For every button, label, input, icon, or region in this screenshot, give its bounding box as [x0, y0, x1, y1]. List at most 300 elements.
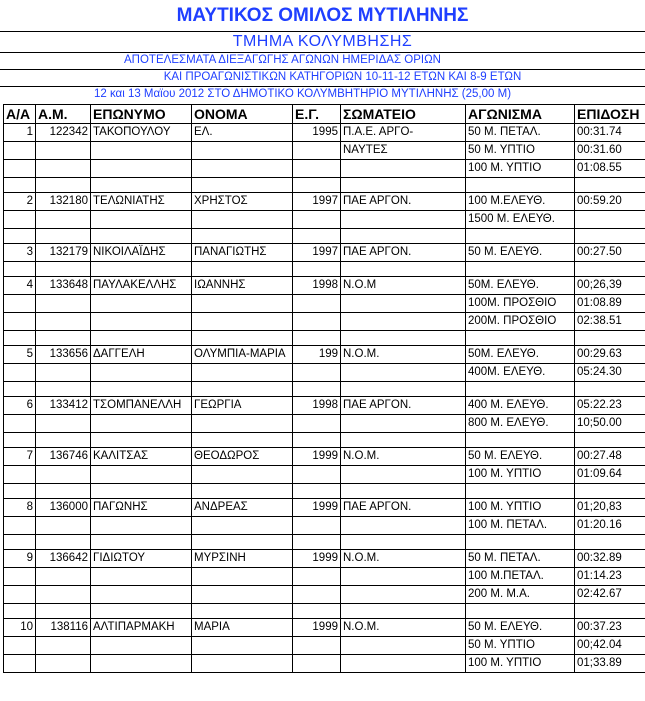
spacer-cell	[192, 262, 293, 277]
spacer-cell	[293, 331, 341, 346]
spacer-cell	[293, 433, 341, 448]
cell-time: 01:09.64	[575, 466, 645, 484]
cell-event: 50 Μ. ΕΛΕΥΘ.	[466, 448, 575, 466]
table-row	[4, 211, 645, 229]
cell-am: 133412	[36, 397, 91, 415]
cell-aa: 5	[4, 346, 36, 364]
cell-year	[293, 313, 341, 331]
cell-year: 1998	[293, 397, 341, 415]
spacer-cell	[91, 604, 192, 619]
cell-event: 50 Μ. ΠΕΤΑΛ.	[466, 550, 575, 568]
spacer-cell	[341, 433, 466, 448]
cell-am: 132180	[36, 193, 91, 211]
cell-event: 50 Μ. ΕΛΕΥΘ.	[466, 244, 575, 262]
cell-year	[293, 211, 341, 229]
spacer-cell	[192, 382, 293, 397]
col-header-time: ΕΠΙΔΟΣΗ	[575, 105, 645, 124]
col-header-aa: Α/Α	[4, 105, 36, 124]
spacer-cell	[36, 604, 91, 619]
spacer-cell	[293, 229, 341, 244]
cell-year: 199	[293, 346, 341, 364]
spacer-cell	[4, 433, 36, 448]
spacer-cell	[575, 229, 645, 244]
cell-year	[293, 568, 341, 586]
spacer-cell	[293, 262, 341, 277]
cell-name: ΓΕΩΡΓΙΑ	[192, 397, 293, 415]
cell-aa	[4, 313, 36, 331]
spacer-row	[4, 331, 645, 346]
cell-am	[36, 655, 91, 673]
cell-am	[36, 637, 91, 655]
cell-year	[293, 586, 341, 604]
spacer-cell	[4, 604, 36, 619]
cell-year	[293, 295, 341, 313]
cell-year	[293, 637, 341, 655]
spacer-cell	[341, 262, 466, 277]
cell-aa	[4, 568, 36, 586]
cell-name: ΜΑΡΙΑ	[192, 619, 293, 637]
cell-name: ΙΩΑΝΝΗΣ	[192, 277, 293, 295]
cell-year	[293, 655, 341, 673]
spacer-cell	[293, 535, 341, 550]
spacer-row	[4, 229, 645, 244]
cell-time: 00:59.20	[575, 193, 645, 211]
cell-club	[341, 655, 466, 673]
cell-time: 00:27.48	[575, 448, 645, 466]
cell-event: 800 Μ. ΕΛΕΥΘ.	[466, 415, 575, 433]
spacer-cell	[91, 433, 192, 448]
cell-surname	[91, 466, 192, 484]
spacer-cell	[36, 262, 91, 277]
cell-name: ΟΛΥΜΠΙΑ-ΜΑΡΙΑ	[192, 346, 293, 364]
table-row	[4, 193, 645, 211]
cell-am: 136746	[36, 448, 91, 466]
table-row	[4, 415, 645, 433]
table-row	[4, 637, 645, 655]
cell-club: Π.Α.Ε. ΑΡΓΟ-	[341, 124, 466, 142]
cell-am	[36, 415, 91, 433]
cell-time: 10;50.00	[575, 415, 645, 433]
table-row	[4, 550, 645, 568]
spacer-cell	[36, 382, 91, 397]
spacer-row	[4, 433, 645, 448]
spacer-cell	[4, 331, 36, 346]
cell-event: 400Μ. ΕΛΕΥΘ.	[466, 364, 575, 382]
cell-aa	[4, 364, 36, 382]
cell-am	[36, 160, 91, 178]
cell-event: 50Μ. ΕΛΕΥΘ.	[466, 346, 575, 364]
spacer-cell	[4, 229, 36, 244]
spacer-cell	[4, 484, 36, 499]
table-row	[4, 655, 645, 673]
table-row	[4, 586, 645, 604]
cell-am: 133656	[36, 346, 91, 364]
spacer-row	[4, 604, 645, 619]
cell-club	[341, 517, 466, 535]
table-row	[4, 397, 645, 415]
cell-aa: 4	[4, 277, 36, 295]
cell-surname	[91, 142, 192, 160]
spacer-row	[4, 262, 645, 277]
cell-club	[341, 568, 466, 586]
spacer-cell	[341, 382, 466, 397]
table-row	[4, 277, 645, 295]
club-title: ΜΑΥΤΙΚΟΣ ΟΜΙΛΟΣ ΜΥΤΙΛΗΝΗΣ	[176, 5, 469, 26]
spacer-row	[4, 178, 645, 193]
cell-aa: 7	[4, 448, 36, 466]
cell-club: Ν.Ο.Μ.	[341, 619, 466, 637]
cell-am	[36, 517, 91, 535]
cell-club: ΝΑΥΤΕΣ	[341, 142, 466, 160]
cell-surname	[91, 295, 192, 313]
cell-aa: 1	[4, 124, 36, 142]
cell-time: 02:38.51	[575, 313, 645, 331]
spacer-cell	[192, 484, 293, 499]
spacer-cell	[341, 331, 466, 346]
cell-am	[36, 586, 91, 604]
cell-surname	[91, 211, 192, 229]
spacer-cell	[466, 229, 575, 244]
cell-club	[341, 415, 466, 433]
cell-club	[341, 637, 466, 655]
cell-surname	[91, 313, 192, 331]
cell-surname	[91, 160, 192, 178]
cell-surname: ΤΑΚΟΠΟΥΛΟΥ	[91, 124, 192, 142]
cell-year: 1997	[293, 244, 341, 262]
cell-name: ΘΕΟΔΩΡΟΣ	[192, 448, 293, 466]
table-row	[4, 568, 645, 586]
table-row	[4, 313, 645, 331]
cell-aa: 2	[4, 193, 36, 211]
spacer-cell	[575, 433, 645, 448]
cell-aa	[4, 466, 36, 484]
cell-name	[192, 655, 293, 673]
spacer-cell	[466, 262, 575, 277]
spacer-cell	[293, 178, 341, 193]
cell-event: 100 Μ.ΠΕΤΑΛ.	[466, 568, 575, 586]
cell-am	[36, 568, 91, 586]
spacer-cell	[341, 178, 466, 193]
cell-name	[192, 211, 293, 229]
cell-year: 1998	[293, 277, 341, 295]
spacer-row	[4, 382, 645, 397]
spacer-cell	[341, 604, 466, 619]
results-heading-line-3: 12 και 13 Μαϊου 2012 ΣΤΟ ΔΗΜΟΤΙΚΟ ΚΟΛΥΜΒΗΤΗΡΙΟ ΜΥΤΙΛΗΝΗΣ (25,00 Μ)	[93, 88, 512, 100]
results-body	[4, 124, 645, 673]
cell-time: 01:08.89	[575, 295, 645, 313]
cell-name	[192, 637, 293, 655]
table-header-row	[4, 105, 645, 124]
cell-name	[192, 517, 293, 535]
table-row	[4, 142, 645, 160]
spacer-cell	[91, 484, 192, 499]
cell-am: 138116	[36, 619, 91, 637]
spacer-cell	[293, 604, 341, 619]
cell-surname	[91, 655, 192, 673]
cell-year: 1999	[293, 499, 341, 517]
cell-time	[575, 211, 645, 229]
spacer-cell	[4, 382, 36, 397]
cell-aa	[4, 211, 36, 229]
cell-event: 100 Μ. ΥΠΤΙΟ	[466, 160, 575, 178]
cell-time: 00:31.74	[575, 124, 645, 142]
cell-surname: ΠΑΓΩΝΗΣ	[91, 499, 192, 517]
spacer-cell	[466, 433, 575, 448]
table-row	[4, 466, 645, 484]
spacer-cell	[192, 604, 293, 619]
cell-club: ΠΑΕ ΑΡΓΟΝ.	[341, 397, 466, 415]
cell-year: 1999	[293, 448, 341, 466]
col-header-event: ΑΓΩΝΙΣΜΑ	[466, 105, 575, 124]
cell-time: 00:27.50	[575, 244, 645, 262]
spacer-cell	[36, 178, 91, 193]
table-row	[4, 517, 645, 535]
cell-year: 1999	[293, 619, 341, 637]
cell-name: ΠΑΝΑΓΙΩΤΗΣ	[192, 244, 293, 262]
table-row	[4, 499, 645, 517]
spacer-cell	[575, 484, 645, 499]
table-row	[4, 244, 645, 262]
cell-time: 01:08.55	[575, 160, 645, 178]
cell-surname	[91, 364, 192, 382]
col-header-am: Α.Μ.	[36, 105, 91, 124]
spacer-cell	[91, 262, 192, 277]
cell-name: ΕΛ.	[192, 124, 293, 142]
cell-name	[192, 466, 293, 484]
cell-am: 122342	[36, 124, 91, 142]
table-row	[4, 124, 645, 142]
cell-name: ΧΡΗΣΤΟΣ	[192, 193, 293, 211]
cell-club	[341, 586, 466, 604]
cell-aa	[4, 655, 36, 673]
cell-club	[341, 160, 466, 178]
spacer-row	[4, 484, 645, 499]
spacer-cell	[293, 382, 341, 397]
cell-event: 50Μ. ΕΛΕΥΘ.	[466, 277, 575, 295]
spacer-cell	[575, 382, 645, 397]
spacer-cell	[575, 262, 645, 277]
cell-event: 1500 Μ. ΕΛΕΥΘ.	[466, 211, 575, 229]
cell-aa: 9	[4, 550, 36, 568]
table-row	[4, 295, 645, 313]
cell-am: 136642	[36, 550, 91, 568]
spacer-cell	[91, 382, 192, 397]
spacer-cell	[91, 535, 192, 550]
cell-time: 00:32.89	[575, 550, 645, 568]
spacer-cell	[192, 433, 293, 448]
cell-year	[293, 364, 341, 382]
cell-year	[293, 160, 341, 178]
cell-time: 02:42.67	[575, 586, 645, 604]
cell-club	[341, 466, 466, 484]
cell-aa: 8	[4, 499, 36, 517]
cell-time: 00:29.63	[575, 346, 645, 364]
department-title: ΤΜΗΜΑ ΚΟΛΥΜΒΗΣΗΣ	[232, 33, 413, 50]
cell-name: ΑΝΔΡΕΑΣ	[192, 499, 293, 517]
cell-aa: 6	[4, 397, 36, 415]
cell-club	[341, 313, 466, 331]
cell-am: 132179	[36, 244, 91, 262]
spacer-cell	[192, 535, 293, 550]
cell-aa	[4, 160, 36, 178]
cell-am	[36, 295, 91, 313]
spacer-cell	[36, 535, 91, 550]
cell-surname: ΓΙΔΙΩΤΟΥ	[91, 550, 192, 568]
results-heading-line-2: ΚΑΙ ΠΡΟΑΓΩΝΙΣΤΙΚΩΝ ΚΑΤΗΓΟΡΙΩΝ 10-11-12 ΕΤΩΝ ΚΑΙ 8-9 ΕΤΩΝ	[163, 71, 522, 83]
cell-name	[192, 568, 293, 586]
spacer-cell	[575, 331, 645, 346]
cell-event: 50 Μ. ΕΛΕΥΘ.	[466, 619, 575, 637]
cell-club: ΠΑΕ ΑΡΓΟΝ.	[341, 499, 466, 517]
cell-am: 136000	[36, 499, 91, 517]
spacer-cell	[341, 229, 466, 244]
cell-surname	[91, 517, 192, 535]
table-row	[4, 160, 645, 178]
col-header-year: Ε.Γ.	[293, 105, 341, 124]
cell-event: 200 Μ. Μ.Α.	[466, 586, 575, 604]
spacer-cell	[466, 535, 575, 550]
results-heading-line-1: ΑΠΟΤΕΛΕΣΜΑΤΑ ΔΙΕΞΑΓΩΓΗΣ ΑΓΩΝΩΝ ΗΜΕΡΙΔΑΣ ΟΡΙΩΝ	[124, 54, 441, 66]
cell-aa	[4, 586, 36, 604]
cell-club	[341, 364, 466, 382]
cell-time: 00:37.23	[575, 619, 645, 637]
cell-time: 00:31.60	[575, 142, 645, 160]
cell-am	[36, 364, 91, 382]
cell-year: 1995	[293, 124, 341, 142]
spacer-cell	[4, 262, 36, 277]
spacer-cell	[91, 178, 192, 193]
cell-year	[293, 142, 341, 160]
cell-surname: ΑΛΤΙΠΑΡΜΑΚΗ	[91, 619, 192, 637]
spacer-cell	[192, 229, 293, 244]
spacer-cell	[575, 535, 645, 550]
cell-club	[341, 211, 466, 229]
cell-name	[192, 295, 293, 313]
results-table	[3, 104, 645, 673]
cell-event: 100 Μ. ΥΠΤΙΟ	[466, 499, 575, 517]
cell-surname: ΔΑΓΓΕΛΗ	[91, 346, 192, 364]
spacer-cell	[466, 604, 575, 619]
spacer-cell	[341, 484, 466, 499]
cell-aa: 10	[4, 619, 36, 637]
cell-surname: ΤΣΟΜΠΑΝΕΛΛΗ	[91, 397, 192, 415]
cell-club: ΠΑΕ ΑΡΓΟΝ.	[341, 244, 466, 262]
cell-surname: ΤΕΛΩΝΙΑΤΗΣ	[91, 193, 192, 211]
table-row	[4, 364, 645, 382]
cell-event: 100 Μ. ΥΠΤΙΟ	[466, 466, 575, 484]
cell-surname	[91, 415, 192, 433]
col-header-surname: ΕΠΩΝΥΜΟ	[91, 105, 192, 124]
cell-time: 01:14.23	[575, 568, 645, 586]
cell-aa	[4, 295, 36, 313]
spacer-cell	[293, 484, 341, 499]
spacer-cell	[4, 535, 36, 550]
cell-aa: 3	[4, 244, 36, 262]
cell-am	[36, 313, 91, 331]
cell-name: ΜΥΡΣΙΝΗ	[192, 550, 293, 568]
cell-event: 100 Μ. ΥΠΤΙΟ	[466, 655, 575, 673]
cell-event: 100 Μ.ΕΛΕΥΘ.	[466, 193, 575, 211]
col-header-name: ΟΝΟΜΑ	[192, 105, 293, 124]
cell-name	[192, 160, 293, 178]
cell-time: 00;42.04	[575, 637, 645, 655]
cell-club: Ν.Ο.Μ	[341, 277, 466, 295]
cell-year	[293, 517, 341, 535]
cell-surname: ΠΑΥΛΑΚΕΛΛΗΣ	[91, 277, 192, 295]
cell-time: 05:24.30	[575, 364, 645, 382]
table-row	[4, 346, 645, 364]
cell-year: 1999	[293, 550, 341, 568]
cell-name	[192, 586, 293, 604]
spacer-row	[4, 535, 645, 550]
cell-event: 50 Μ. ΥΠΤΙΟ	[466, 142, 575, 160]
spacer-cell	[192, 331, 293, 346]
cell-surname	[91, 586, 192, 604]
cell-aa	[4, 637, 36, 655]
cell-am: 133648	[36, 277, 91, 295]
cell-am	[36, 142, 91, 160]
spacer-cell	[36, 484, 91, 499]
cell-aa	[4, 415, 36, 433]
cell-am	[36, 466, 91, 484]
cell-time: 05:22.23	[575, 397, 645, 415]
cell-event: 50 Μ. ΠΕΤΑΛ.	[466, 124, 575, 142]
spacer-cell	[91, 229, 192, 244]
cell-aa	[4, 142, 36, 160]
cell-name	[192, 142, 293, 160]
cell-surname: ΝΙΚΟΙΛΑΪΔΗΣ	[91, 244, 192, 262]
cell-club: Ν.Ο.Μ.	[341, 448, 466, 466]
cell-year	[293, 415, 341, 433]
cell-event: 200Μ. ΠΡΟΣΘΙΟ	[466, 313, 575, 331]
spacer-cell	[575, 604, 645, 619]
spacer-cell	[575, 178, 645, 193]
cell-aa	[4, 517, 36, 535]
spacer-cell	[91, 331, 192, 346]
cell-year: 1997	[293, 193, 341, 211]
spacer-cell	[341, 535, 466, 550]
cell-time: 01:20.16	[575, 517, 645, 535]
cell-surname: ΚΑΛΙΤΣΑΣ	[91, 448, 192, 466]
spacer-cell	[466, 178, 575, 193]
cell-surname	[91, 637, 192, 655]
cell-club: ΠΑΕ ΑΡΓΟΝ.	[341, 193, 466, 211]
cell-time: 00;26,39	[575, 277, 645, 295]
cell-event: 400 Μ. ΕΛΕΥΘ.	[466, 397, 575, 415]
table-row	[4, 619, 645, 637]
spacer-cell	[36, 433, 91, 448]
table-row	[4, 448, 645, 466]
cell-time: 01;33.89	[575, 655, 645, 673]
cell-surname	[91, 568, 192, 586]
spacer-cell	[36, 331, 91, 346]
cell-name	[192, 415, 293, 433]
spacer-cell	[36, 229, 91, 244]
cell-year	[293, 466, 341, 484]
spacer-cell	[466, 331, 575, 346]
cell-name	[192, 364, 293, 382]
spacer-cell	[466, 484, 575, 499]
cell-event: 100Μ. ΠΡΟΣΘΙΟ	[466, 295, 575, 313]
cell-event: 50 Μ. ΥΠΤΙΟ	[466, 637, 575, 655]
cell-name	[192, 313, 293, 331]
spacer-cell	[192, 178, 293, 193]
cell-club	[341, 295, 466, 313]
col-header-club: ΣΩΜΑΤΕΙΟ	[341, 105, 466, 124]
spacer-cell	[466, 382, 575, 397]
spacer-cell	[4, 178, 36, 193]
cell-club: Ν.Ο.Μ.	[341, 346, 466, 364]
